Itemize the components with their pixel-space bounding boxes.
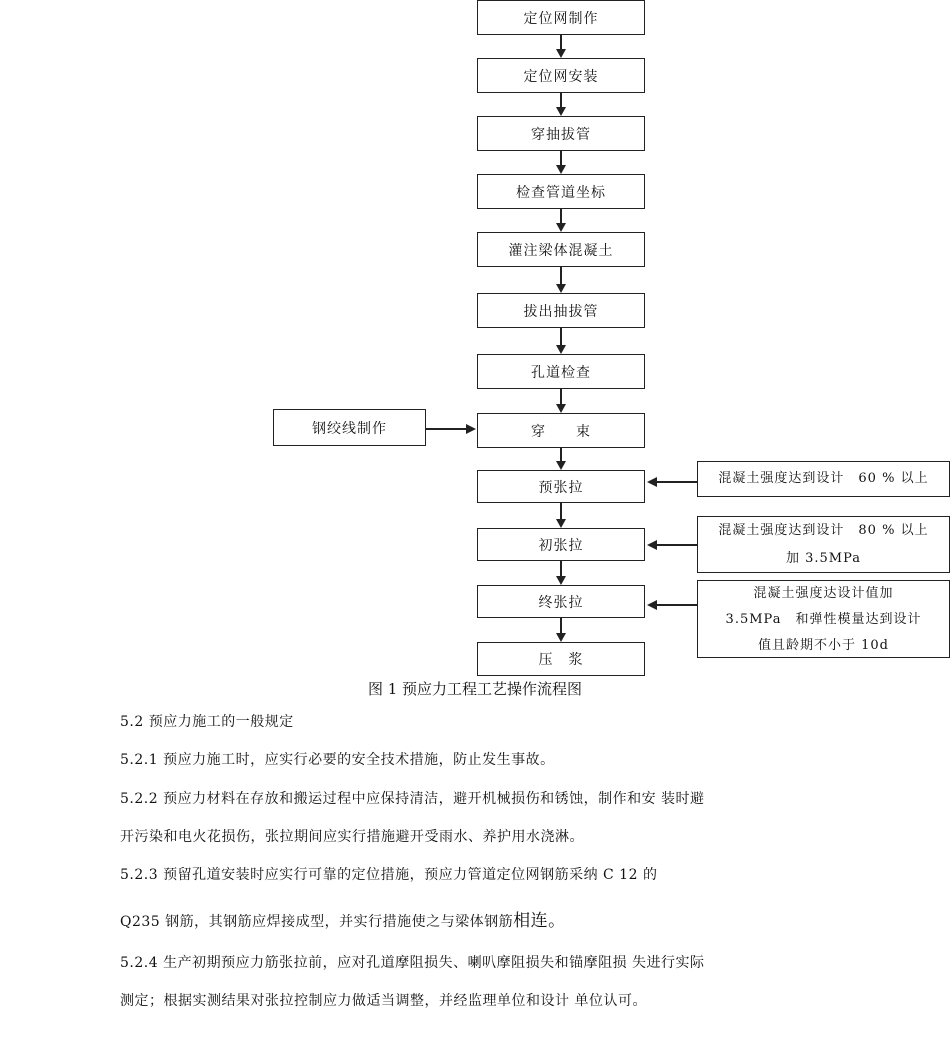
step-box: 定位网制作 (477, 0, 645, 35)
connector-arrow (556, 404, 566, 413)
step-box: 穿 束 (477, 413, 645, 448)
step-box: 检查管道坐标 (477, 174, 645, 209)
condition-note-line: 混凝土强度达设计值加 (753, 586, 894, 601)
paragraph: 5.2 预应力施工的一般规定 (120, 714, 294, 730)
condition-arrow (647, 477, 657, 487)
connector-line (560, 561, 562, 577)
side-input-arrow (466, 424, 476, 434)
connector-line (560, 151, 562, 166)
connector-line (560, 618, 562, 634)
connector-line (560, 93, 562, 108)
paragraph (120, 906, 840, 931)
condition-note (697, 516, 950, 573)
condition-note-line: 混凝土强度达到设计 80 % 以上 (718, 523, 929, 538)
condition-note-line: 3.5MPa 和弹性模量达到设计 (725, 612, 922, 627)
step-box: 孔道检查 (477, 354, 645, 389)
step-box: 初张拉 (477, 528, 645, 561)
step-box: 终张拉 (477, 585, 645, 618)
paragraph-text: Q235 钢筋，其钢筋应焊接成型，并实行措施使之与梁体钢筋 (120, 914, 514, 930)
connector-arrow (556, 284, 566, 293)
connector-arrow (556, 107, 566, 116)
connector-line (560, 328, 562, 346)
step-box: 穿抽拔管 (477, 116, 645, 151)
figure-caption: 图 1 预应力工程工艺操作流程图 (367, 680, 583, 698)
paragraph: 测定；根据实测结果对张拉控制应力做适当调整，并经监理单位和设计 单位认可。 (120, 993, 647, 1009)
condition-arrow (647, 540, 657, 550)
condition-note-line: 加 3.5MPa (785, 551, 862, 566)
paragraph: 5.2.2 预应力材料在存放和搬运过程中应保持清洁，避开机械损伤和锈蚀，制作和安 装时避 (120, 791, 705, 807)
condition-arrow (647, 600, 657, 610)
connector-arrow (556, 461, 566, 470)
paragraph: 5.2.1 预应力施工时，应实行必要的安全技术措施，防止发生事故。 (120, 752, 555, 768)
connector-line (560, 267, 562, 285)
condition-note (697, 580, 950, 658)
paragraph: 5.2.4 生产初期预应力筋张拉前，应对孔道摩阻损失、喇叭摩阻损失和锚摩阻损 失进行实际 (120, 955, 705, 971)
connector-arrow (556, 49, 566, 58)
connector-arrow (556, 576, 566, 585)
condition-note-line: 值且龄期不小于 10d (758, 638, 889, 653)
connector-arrow (556, 519, 566, 528)
step-box: 定位网安装 (477, 58, 645, 93)
condition-line (657, 481, 697, 483)
paragraph: 5.2.3 预留孔道安装时应实行可靠的定位措施，预应力管道定位网钢筋采纳 C 12 的 (120, 867, 658, 883)
step-box: 预张拉 (477, 470, 645, 503)
connector-line (560, 389, 562, 405)
step-box: 压 浆 (477, 642, 645, 676)
condition-note (697, 461, 950, 497)
connector-arrow (556, 223, 566, 232)
paragraph: 开污染和电火花损伤，张拉期间应实行措施避开受雨水、养护用水浇淋。 (120, 829, 584, 845)
side-input-box: 钢绞线制作 (273, 409, 426, 446)
side-input-line (426, 428, 467, 430)
connector-arrow (556, 633, 566, 642)
connector-line (560, 35, 562, 50)
connector-arrow (556, 165, 566, 174)
paragraph-text-large: 相连。 (513, 911, 566, 931)
condition-line (657, 604, 697, 606)
connector-line (560, 209, 562, 224)
connector-arrow (556, 345, 566, 354)
step-box: 灌注梁体混凝土 (477, 232, 645, 267)
connector-line (560, 503, 562, 520)
condition-line (657, 544, 697, 546)
step-box: 拔出抽拔管 (477, 293, 645, 328)
condition-note-line: 混凝土强度达到设计 60 % 以上 (718, 471, 929, 486)
connector-line (560, 448, 562, 462)
